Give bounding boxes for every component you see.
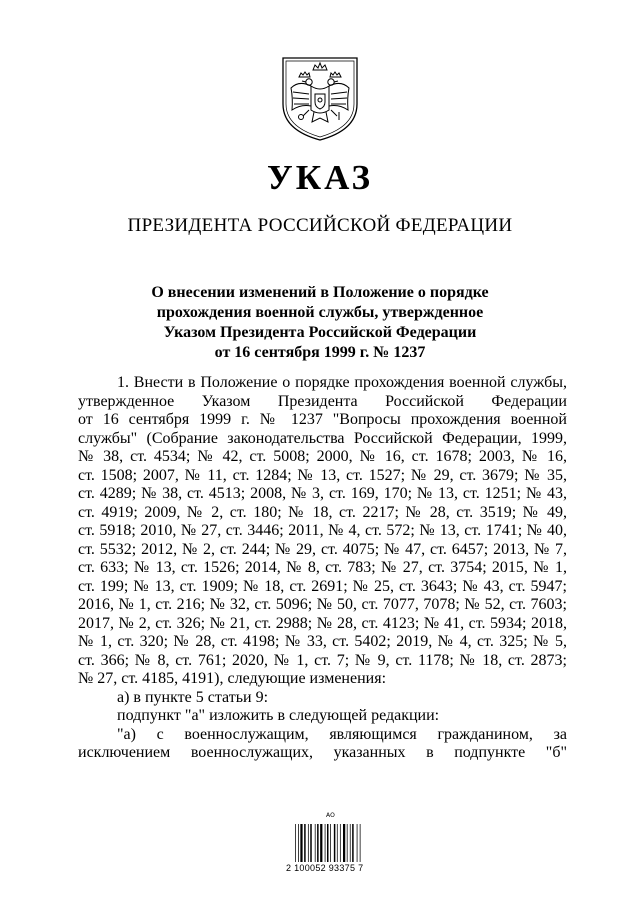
barcode-number: 2 100052 93375 7 xyxy=(286,863,364,873)
barcode-bar xyxy=(340,824,341,862)
body-line: 2017, № 2, ст. 326; № 21, ст. 2988; № 28, ст. 4123; № 41, ст. 5934; 2018, xyxy=(78,614,567,632)
body-line: 1. Внести в Положение о порядке прохождения военной службы, xyxy=(117,374,567,391)
barcode-bar xyxy=(347,824,348,862)
barcode-bar xyxy=(343,824,345,862)
body-line: № 38, ст. 4534; № 42, ст. 5008; 2000, № 16, ст. 1678; 2003, № 16, xyxy=(78,448,567,465)
barcode-bar xyxy=(315,824,316,862)
decree-issuer: ПРЕЗИДЕНТА РОССИЙСКОЙ ФЕДЕРАЦИИ xyxy=(127,215,513,236)
barcode-bar xyxy=(357,824,358,862)
barcode-bar xyxy=(300,824,302,862)
coat-of-arms-emblem xyxy=(279,50,361,142)
body-line: утвержденное Указом Президента Российской Федерации xyxy=(78,392,567,410)
body-line: "а) с военнослужащим, являющимся гражданином, за xyxy=(117,725,567,743)
barcode-bar xyxy=(298,824,299,862)
body-line: 2016, № 1, ст. 216; № 32, ст. 5096; № 50, ст. 7077, 7078; № 52, ст. 7603; xyxy=(78,596,567,613)
barcode-bar xyxy=(337,824,338,862)
body-line: ст. 1508; 2007, № 11, ст. 1284; № 13, ст. 1527; № 29, ст. 3679; № 35, xyxy=(78,466,567,484)
body-line: ст. 4919; 2009, № 2, ст. 180; № 18, ст. 2217; № 28, ст. 3519; № 49, xyxy=(78,503,567,521)
barcode-bar xyxy=(310,824,312,862)
body-line: подпункт "а" изложить в следующей редакции: xyxy=(117,707,440,724)
body-line: ст. 199; № 13, ст. 1909; № 18, ст. 2691; № 25, ст. 3643; № 43, ст. 5947; xyxy=(78,577,567,595)
body-line: ст. 5918; 2010, № 27, ст. 3446; 2011, № 4, ст. 572; № 13, ст. 1741; № 40, xyxy=(78,522,567,539)
body-line: от 16 сентября 1999 г. № 1237 "Вопросы прохождения военной xyxy=(78,411,567,428)
body-line: службы" (Собрание законодательства Российской Федерации, 1999, xyxy=(78,429,567,447)
heading-line: от 16 сентября 1999 г. № 1237 xyxy=(214,344,426,361)
barcode-bar xyxy=(295,824,296,862)
heading-line: О внесении изменений в Положение о порядке xyxy=(151,284,489,301)
barcode-mark: АО xyxy=(326,812,335,819)
barcode-bar xyxy=(304,824,306,862)
body-line: № 1, ст. 320; № 28, ст. 4198; № 33, ст. 5402; 2019, № 4, ст. 325; № 5, xyxy=(78,633,567,650)
body-line: исключением военнослужащих, указанных в подпункте "б" xyxy=(78,744,567,761)
body-line: ст. 5532; 2012, № 2, ст. 244; № 29, ст. 4075; № 47, ст. 6457; 2013, № 7, xyxy=(78,540,567,558)
barcode-bar xyxy=(327,824,329,862)
barcode-bar xyxy=(325,824,326,862)
decree-title: УКАЗ xyxy=(267,158,373,197)
heading-line: Указом Президента Российской Федерации xyxy=(163,324,477,341)
barcode-bar xyxy=(317,824,319,862)
barcode-bar xyxy=(330,824,331,862)
barcode-bar xyxy=(308,824,309,862)
barcode-bar xyxy=(334,824,336,862)
barcode-bar xyxy=(320,824,322,862)
heading-line: прохождения военной службы, утвержденное xyxy=(156,304,484,321)
barcode-bar xyxy=(360,824,361,862)
body-line: а) в пункте 5 статьи 9: xyxy=(117,688,269,706)
body-line: ст. 633; № 13, ст. 1526; 2014, № 8, ст. 783; № 27, ст. 3754; 2015, № 1, xyxy=(78,559,567,576)
body-line: ст. 366; № 8, ст. 761; 2020, № 1, ст. 7; № 9, ст. 1178; № 18, ст. 2873; xyxy=(78,651,567,669)
barcode-bar xyxy=(352,824,354,862)
body-line: № 27, ст. 4185, 4191), следующие изменения: xyxy=(78,670,387,687)
barcode-bar xyxy=(350,824,351,862)
decree-heading xyxy=(120,283,520,363)
decree-body xyxy=(78,374,567,763)
body-line: ст. 4289; № 38, ст. 4513; 2008, № 3, ст. 169, 170; № 13, ст. 1251; № 43, xyxy=(78,485,567,502)
